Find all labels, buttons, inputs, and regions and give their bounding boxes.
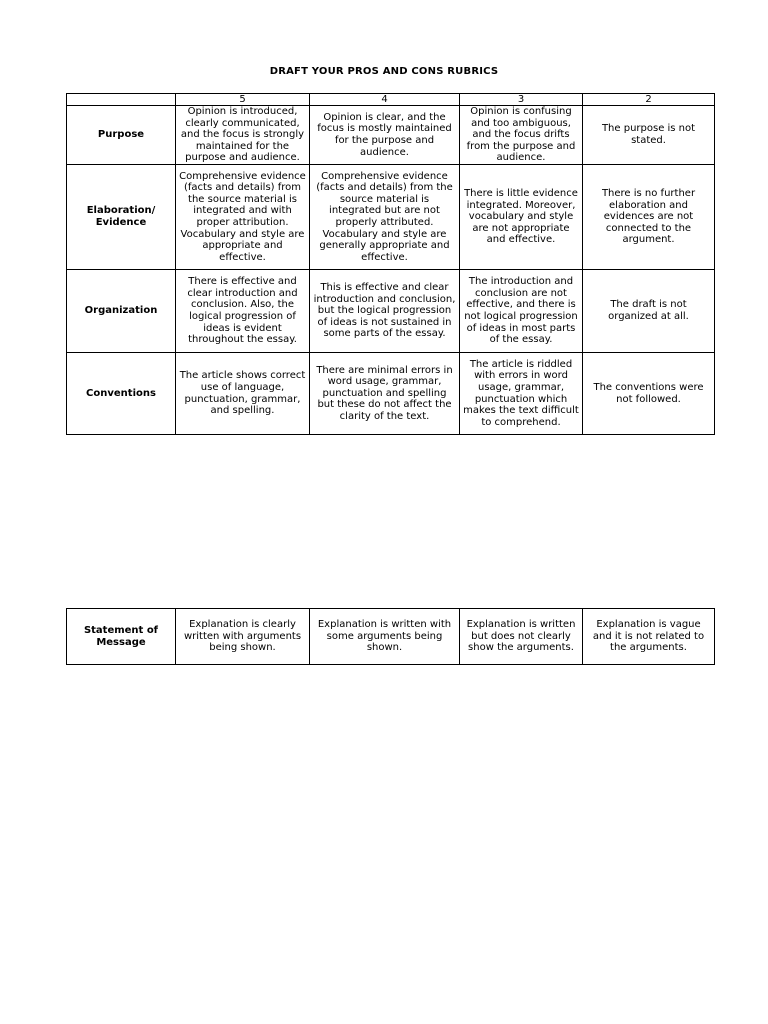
rubric-cell: Comprehensive evidence (facts and details) from the source material is integrated and with proper attribution. Vocabulary and style are appropriate and effective. bbox=[176, 165, 310, 270]
criterion-conventions: Conventions bbox=[67, 353, 176, 435]
table-row bbox=[67, 353, 715, 435]
rubric-cell: This is effective and clear introduction and conclusion, but the logical progression of ideas is not sustained in some parts of the essay. bbox=[310, 270, 460, 353]
rubric-cell: There is little evidence integrated. Moreover, vocabulary and style are not appropriate and effective. bbox=[460, 165, 583, 270]
rubric-cell: The introduction and conclusion are not effective, and there is not logical progression of ideas in most parts of the essay. bbox=[460, 270, 583, 353]
statement-table bbox=[66, 608, 715, 665]
header-cell-score-5: 5 bbox=[176, 94, 310, 106]
table-row bbox=[67, 270, 715, 353]
rubric-cell: Explanation is written with some arguments being shown. bbox=[310, 609, 460, 665]
criterion-organization: Organization bbox=[67, 270, 176, 353]
header-cell-score-3: 3 bbox=[460, 94, 583, 106]
rubric-cell: The purpose is not stated. bbox=[583, 106, 715, 165]
criterion-statement-of-message: Statement of Message bbox=[67, 609, 176, 665]
rubric-cell: Opinion is introduced, clearly communicated, and the focus is strongly maintained for the purpose and audience. bbox=[176, 106, 310, 165]
header-cell-blank bbox=[67, 94, 176, 106]
header-cell-score-4: 4 bbox=[310, 94, 460, 106]
header-cell-score-2: 2 bbox=[583, 94, 715, 106]
rubric-cell: Opinion is confusing and too ambiguous, and the focus drifts from the purpose and audience. bbox=[460, 106, 583, 165]
rubric-cell: Comprehensive evidence (facts and details) from the source material is integrated but are not properly attributed. Vocabulary and style are generally appropriate and effective. bbox=[310, 165, 460, 270]
rubric-cell: The draft is not organized at all. bbox=[583, 270, 715, 353]
rubric-cell: Explanation is clearly written with arguments being shown. bbox=[176, 609, 310, 665]
rubric-cell: There is effective and clear introduction and conclusion. Also, the logical progression of ideas is evident throughout the essay. bbox=[176, 270, 310, 353]
table-row bbox=[67, 609, 715, 665]
header-row bbox=[67, 94, 715, 106]
rubric-cell: The article is riddled with errors in word usage, grammar, punctuation which makes the text difficult to comprehend. bbox=[460, 353, 583, 435]
rubric-cell: There is no further elaboration and evidences are not connected to the argument. bbox=[583, 165, 715, 270]
rubric-cell: Explanation is written but does not clearly show the arguments. bbox=[460, 609, 583, 665]
rubric-cell: The article shows correct use of language, punctuation, grammar, and spelling. bbox=[176, 353, 310, 435]
rubric-cell: Opinion is clear, and the focus is mostly maintained for the purpose and audience. bbox=[310, 106, 460, 165]
rubric-table bbox=[66, 93, 715, 435]
table-row bbox=[67, 165, 715, 270]
criterion-purpose: Purpose bbox=[67, 106, 176, 165]
page-title: DRAFT YOUR PROS AND CONS RUBRICS bbox=[269, 66, 499, 77]
rubric-cell: Explanation is vague and it is not related to the arguments. bbox=[583, 609, 715, 665]
criterion-elaboration: Elaboration/ Evidence bbox=[67, 165, 176, 270]
rubric-cell: The conventions were not followed. bbox=[583, 353, 715, 435]
table-row bbox=[67, 106, 715, 165]
rubric-cell: There are minimal errors in word usage, grammar, punctuation and spelling but these do not affect the clarity of the text. bbox=[310, 353, 460, 435]
